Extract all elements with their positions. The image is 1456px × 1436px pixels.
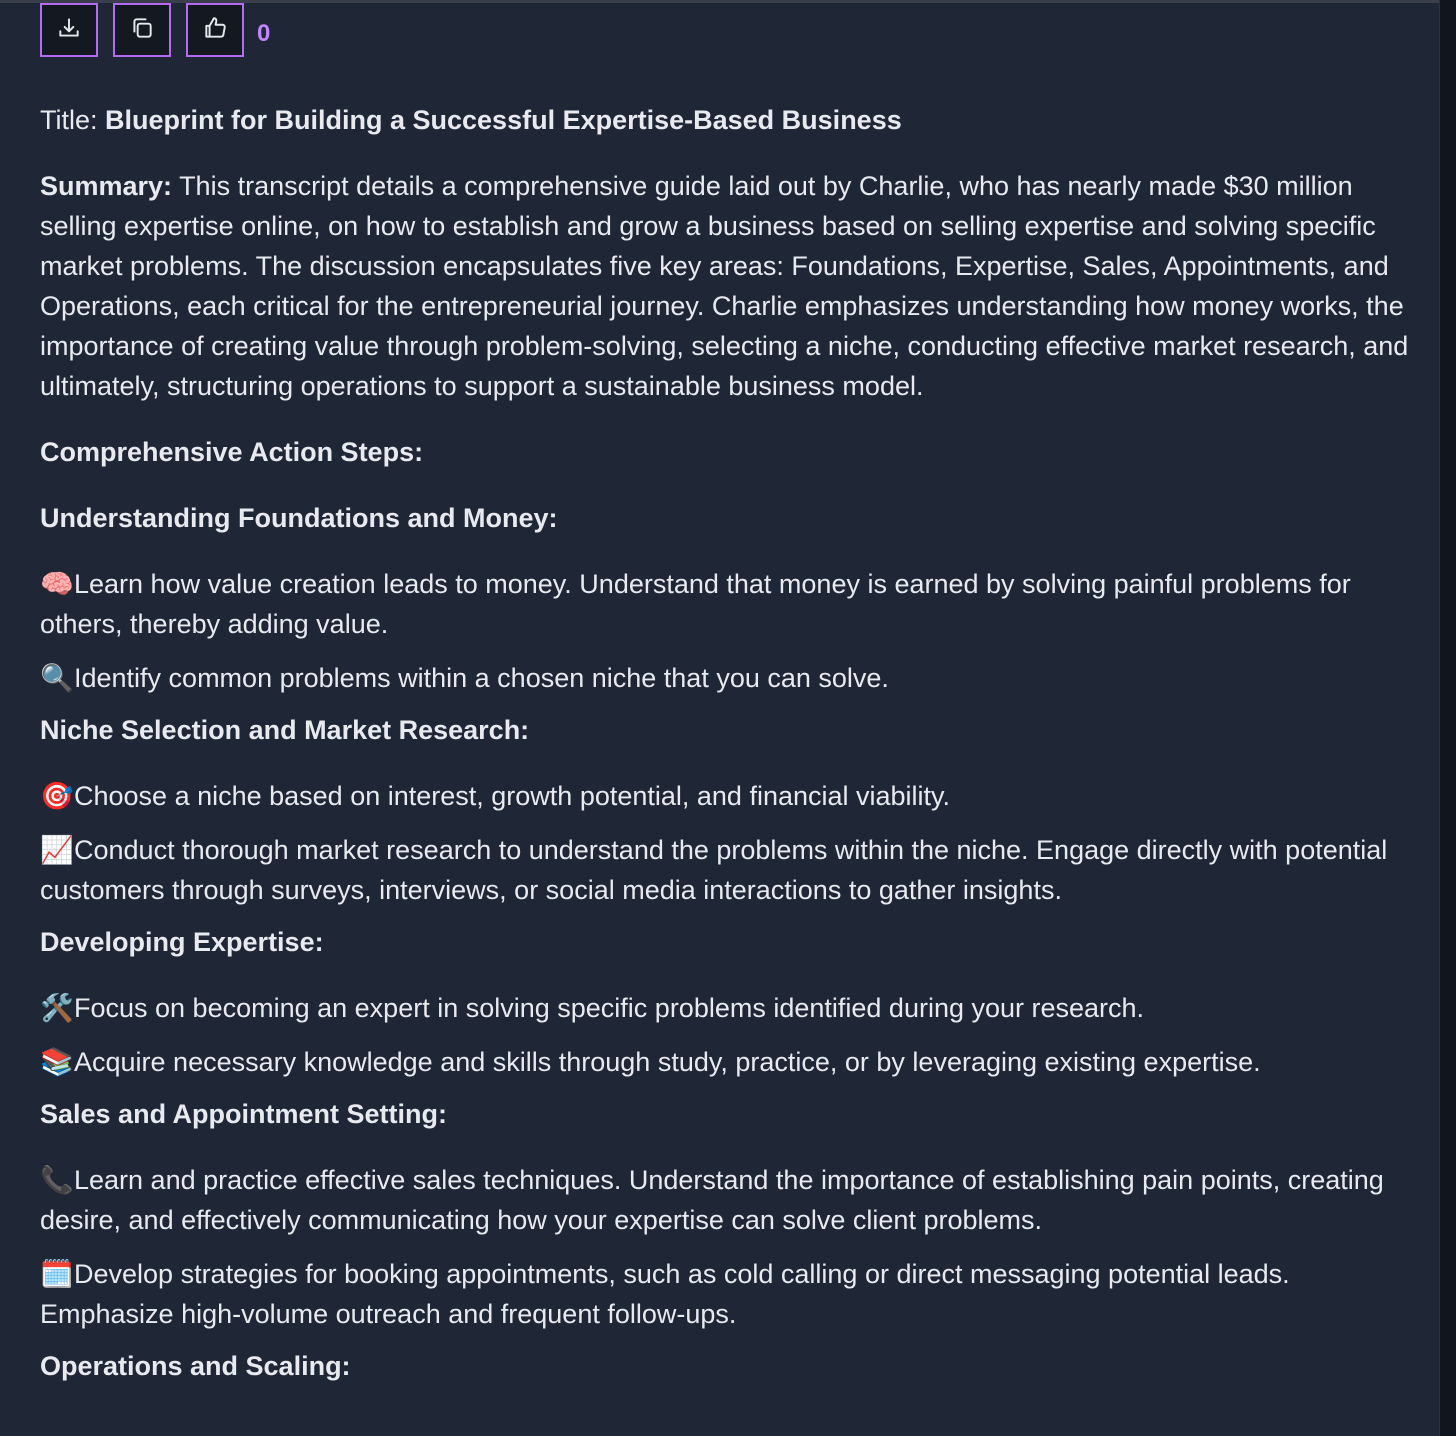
download-icon	[56, 15, 82, 46]
title-label: Title:	[40, 105, 98, 135]
list-item-text: Focus on becoming an expert in solving specific problems identified during your research.	[74, 993, 1145, 1023]
list-item	[40, 830, 1416, 910]
target-icon: 🎯	[40, 781, 74, 811]
document-body	[40, 100, 1416, 1386]
list-item-text: Develop strategies for booking appointments, such as cold calling or direct messaging potential leads. Emphasize high-volume outreach and frequent follow-ups.	[40, 1259, 1290, 1329]
list-item-text: Choose a niche based on interest, growth potential, and financial viability.	[74, 781, 951, 811]
section-heading: Operations and Scaling:	[40, 1351, 351, 1381]
list-item-text: Acquire necessary knowledge and skills through study, practice, or by leveraging existing expertise.	[74, 1047, 1261, 1077]
copy-button[interactable]	[113, 3, 171, 57]
chart-up-icon: 📈	[40, 835, 74, 865]
summary-text: This transcript details a comprehensive guide laid out by Charlie, who has nearly made $30 million selling expertise online, on how to establish and grow a business based on selling expertise and solving specific market problems. The discussion encapsulates five key areas: Foundations, Expertise, Sales, Appointments, and Operations, each critical for the entrepreneurial journey. Charlie emphasizes understanding how money works, the importance of creating value through problem-solving, selecting a niche, conducting effective market research, and ultimately, structuring operations to support a sustainable business model.	[40, 171, 1409, 401]
title-text: Blueprint for Building a Successful Expertise-Based Business	[105, 105, 902, 135]
section-heading: Sales and Appointment Setting:	[40, 1099, 448, 1129]
list-item-text: Learn how value creation leads to money. Understand that money is earned by solving painful problems for others, thereby adding value.	[40, 569, 1351, 639]
list-item-text: Learn and practice effective sales techniques. Understand the importance of establishing pain points, creating desire, and effectively communicating how your expertise can solve client problems.	[40, 1165, 1384, 1235]
list-item	[40, 776, 1416, 816]
list-item-text: Conduct thorough market research to understand the problems within the niche. Engage directly with potential customers through surveys, interviews, or social media interactions to gather insights.	[40, 835, 1388, 905]
download-button[interactable]	[40, 3, 98, 57]
like-button[interactable]	[186, 3, 244, 57]
document-title	[40, 100, 1416, 140]
magnifier-icon: 🔍	[40, 663, 74, 693]
copy-icon	[129, 15, 155, 46]
tools-icon: 🛠️	[40, 993, 74, 1023]
list-item	[40, 564, 1416, 644]
summary-label: Summary:	[40, 171, 173, 201]
list-item	[40, 658, 1416, 698]
action-steps-heading: Comprehensive Action Steps:	[40, 437, 424, 467]
list-item	[40, 988, 1416, 1028]
scrollbar-track[interactable]	[1439, 0, 1456, 1436]
list-item	[40, 1160, 1416, 1240]
brain-icon: 🧠	[40, 569, 74, 599]
action-toolbar	[40, 3, 270, 57]
books-icon: 📚	[40, 1047, 74, 1077]
like-count: 0	[257, 20, 271, 47]
phone-icon: 📞	[40, 1165, 74, 1195]
section-heading: Understanding Foundations and Money:	[40, 503, 558, 533]
list-item	[40, 1254, 1416, 1334]
list-item	[40, 1042, 1416, 1082]
summary-paragraph	[40, 166, 1416, 406]
section-heading: Niche Selection and Market Research:	[40, 715, 530, 745]
section-heading: Developing Expertise:	[40, 927, 324, 957]
calendar-icon: 🗓️	[40, 1259, 74, 1289]
thumbs-up-icon	[202, 15, 228, 46]
list-item-text: Identify common problems within a chosen niche that you can solve.	[74, 663, 889, 693]
